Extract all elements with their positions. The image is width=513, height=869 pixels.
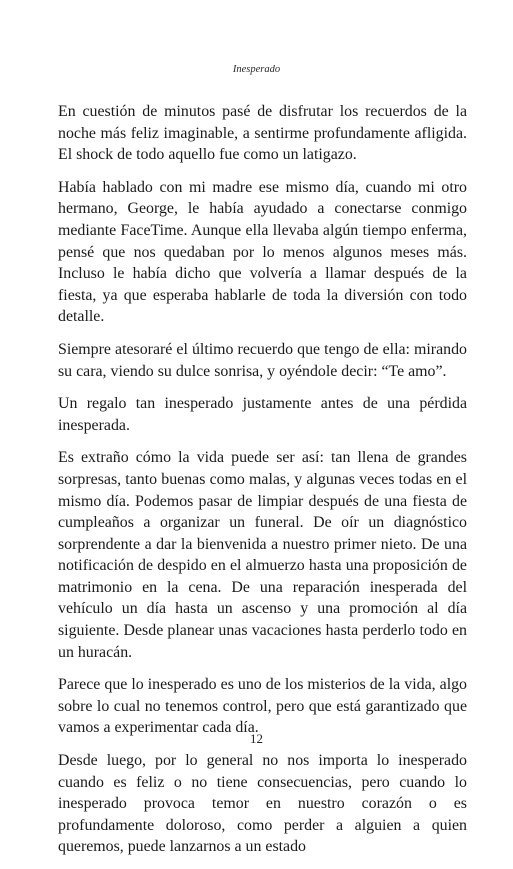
- paragraph: Un regalo tan inesperado justamente antes de una pérdida inesperada.: [58, 395, 467, 434]
- running-header: Inesperado: [232, 64, 281, 75]
- paragraph: Siempre atesoraré el último recuerdo que tengo de ella: mirando su cara, viendo su dulce sonrisa, y oyéndole decir: “Te amo”.: [58, 340, 467, 380]
- page-body: [58, 101, 467, 869]
- paragraph: Parece que lo inesperado es uno de los misterios de la vida, algo sobre lo cual no tenemos control, pero que está garantizado que vamos a experimentar cada día.: [58, 676, 467, 737]
- paragraph: Desde luego, por lo general no nos importa lo inesperado cuando es feliz o no tiene consecuencias, pero cuando lo inesperado provoca temor en nuestro corazón o es profundamente doloroso, como perder a alguien a quien queremos, puede lanzarnos a un estado: [58, 752, 467, 856]
- page-number: 12: [250, 731, 263, 746]
- paragraph: Había hablado con mi madre ese mismo día, cuando mi otro hermano, George, le había ayudado a conectarse conmigo mediante FaceTime. Aunque ella llevaba algún tiempo enferma, pensé que nos quedaban por lo menos algunos meses más. Incluso le había dicho que volvería a llamar después de la fiesta, ya que esperaba hablarle de toda la diversión con todo detalle.: [58, 178, 467, 326]
- paragraph: Es extraño cómo la vida puede ser así: tan llena de grandes sorpresas, tanto buenas como malas, y algunas veces todas en el mismo día. Podemos pasar de limpiar después de una fiesta de cumpleaños a organizar un funeral. De oír un diagnóstico sorprendente a dar la bienvenida a nuestro primer nieto. De una notificación de despido en el almuerzo hasta una proposición de matrimonio en la cena. De una reparación inesperada del vehículo un día hasta un ascenso y una promoción al día siguiente. Desde planear unas vacaciones hasta perderlo todo en un huracán.: [58, 449, 467, 661]
- paragraph: En cuestión de minutos pasé de disfrutar los recuerdos de la noche más feliz imaginable, a sentirme profundamente afligida. El shock de todo aquello fue como un latigazo.: [58, 103, 467, 164]
